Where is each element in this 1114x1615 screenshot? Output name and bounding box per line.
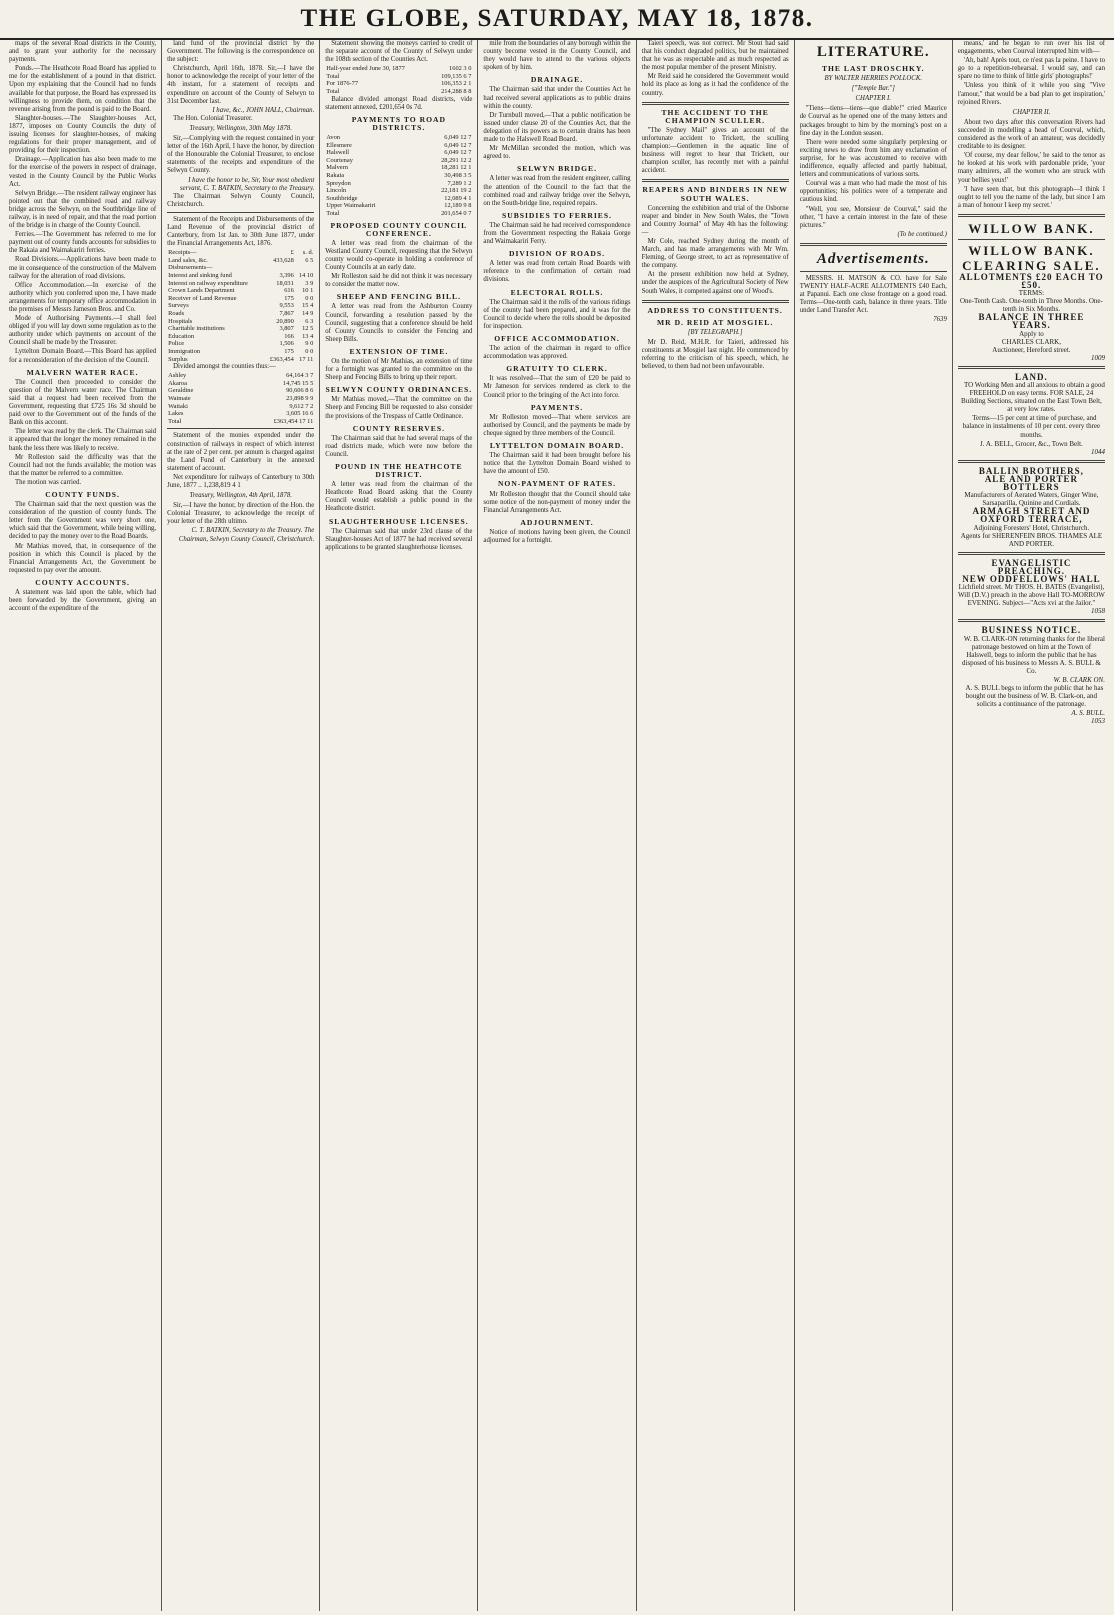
table-row <box>167 295 314 303</box>
section-heading: MALVERN WATER RACE. <box>26 367 139 377</box>
paragraph: Drainage.—Application has also been made to me for the exercise of the powers in respect of drainage, vested in the County Council by the Public Works Act. <box>9 156 157 188</box>
table-row <box>325 80 472 88</box>
table-cell: 616 <box>284 287 294 295</box>
paragraph: The Chairman said that the next question was the consideration of the question of county funds. The letter from the Government was very short one, which said that the Government, while being willing, decided to pay the money over to the Road Boards. <box>9 501 157 541</box>
paragraph: Mr Reid said he considered the Government would hold its place as long as it had the confidence of the country. <box>641 73 789 97</box>
ad-line: A. S. BULL begs to inform the public that he has bought out the business of W. B. Clark-on, and solicits a continuance of the patronage. <box>965 684 1104 709</box>
table-row <box>325 149 472 157</box>
section-heading: PROPOSED COUNTY COUNCIL CONFERENCE. <box>330 220 468 238</box>
paragraph: Concerning the exhibition and trial of the Osborne reaper and binder in New South Wales, the "Town and Country Journal" of May 4th has the following:— <box>641 204 789 236</box>
table-row <box>167 272 314 280</box>
table-row <box>167 395 314 403</box>
paragraph: Net expenditure for railways of Canterbury to 30th June, 1877 .. 1,238,819 4 1 <box>167 473 315 489</box>
table-cell: 3,807 <box>279 325 294 333</box>
paragraph: Sir,—I have the honor, by direction of the Hon. the Colonial Treasurer, to acknowledge the receipt of your letter of the 28th ultimo. <box>167 502 315 526</box>
paragraph: Statement showing the moneys carried to credit of the separate account of the County of Selwyn under the 108th section of the Counties Act. <box>325 40 473 64</box>
column-7 <box>953 40 1110 1611</box>
paragraph: "Tiens—tiens—tiens—que diable!" cried Maurice de Courval as he opened one of the many letters and packages brought to him by the morning's post on a fine day in the London season. <box>799 105 947 137</box>
table-cell: 12,089 4 1 <box>444 194 472 202</box>
paragraph: Sir,—Complying with the request contained in your letter of the 16th April, I have the honor, by direction of the Honourable the Colonial Treasurer, to enclose statements of the receipts and expenditure of the Selwyn County. <box>167 135 315 175</box>
paragraph: Balance divided amongst Road districts, vide statement annexed, £201,654 0s 7d. <box>325 95 473 111</box>
table-cell: 13 4 <box>302 332 314 340</box>
article-subheading: MR D. REID AT MOSGIEL. <box>657 317 774 327</box>
table-cell: Receiver of Land Revenue <box>168 294 237 302</box>
signature: I have, &c., JOHN HALL, Chairman. <box>212 106 315 114</box>
ad-line: ARMAGH STREET AND OXFORD TERRACE, <box>972 506 1091 525</box>
table-cell: 1602 3 0 <box>449 65 472 73</box>
section-heading: COUNTY RESERVES. <box>352 423 445 433</box>
table-row <box>167 249 314 257</box>
table-cell: For 1876-77 <box>326 80 359 88</box>
ad-headline: LAND. <box>1015 371 1048 382</box>
table-cell: Total <box>326 88 340 96</box>
table-cell: 10 1 <box>302 287 314 295</box>
table-cell: Geraldine <box>168 387 194 395</box>
table-row <box>167 302 314 310</box>
table-cell: Akaroa <box>168 379 187 387</box>
paragraph: Mr Rolleston moved—That where services are authorised by Council, and the payments be made by cheque signed by three members of the Council. <box>483 413 631 437</box>
table-row <box>167 340 314 348</box>
table-cell: 1,506 <box>279 340 294 348</box>
table-row <box>167 257 314 265</box>
divider <box>958 239 1105 240</box>
table-row <box>167 356 314 364</box>
table-cell: Surveys <box>168 302 189 310</box>
paragraph: There were needed some singularly perplexing or exciting news to draw from him any exclamation of surprise, for he was accustomed to receive with indifference, equally affected and partly habitual, letters and communications of various sorts. <box>799 138 947 179</box>
paragraph: Mr Cole, reached Sydney during the month of March, and has made arrangements with Mr Wm. Fleming, of George street, to act as representative of the company. <box>641 237 789 270</box>
table-cell: 3,396 <box>279 272 294 280</box>
table-row <box>325 65 472 73</box>
section-heading: GRATUITY TO CLERK. <box>506 364 608 374</box>
table-row <box>325 73 472 81</box>
land-ad <box>958 373 1105 456</box>
ad-headline: EVANGELISTIC PREACHING. <box>991 557 1072 576</box>
table-cell: Surplus <box>168 355 188 363</box>
accounts-table <box>325 65 472 95</box>
receipts-table <box>167 249 314 363</box>
column-2 <box>162 40 320 1611</box>
section-heading: COUNTY FUNDS. <box>45 489 120 499</box>
paragraph: Lyttelton Domain Board.—This Board has applied for a reconsideration of the decision of the Council. <box>9 348 157 364</box>
table-cell: £ <box>290 249 294 257</box>
paragraph: Office Accommodation.—In exercise of the authority which you conferred upon me, I have made arrangements for temporary office accommodation in the premises of Messrs Jameson Bros. and Co. <box>9 281 157 313</box>
divider <box>167 428 314 429</box>
table-row <box>167 410 314 418</box>
table-cell: 14,745 15 5 <box>282 379 314 387</box>
table-cell: 14 9 <box>302 310 314 317</box>
table-cell: 166 <box>284 332 294 340</box>
table-cell: Rakaia <box>326 172 345 179</box>
table-cell: Waimate <box>168 395 191 403</box>
article-heading: ADDRESS TO CONSTITUENTS. <box>647 305 783 315</box>
business-notice-ad <box>958 626 1105 725</box>
table-cell: Waitaki <box>168 402 188 410</box>
divider <box>958 366 1105 369</box>
dateline: Treasury, Wellington, 4th April, 1878. <box>189 492 292 500</box>
byline: BY WALTER HERRIES POLLOCK. <box>824 75 923 83</box>
paragraph: Ponds.—The Heathcote Road Board has applied to me for the establishment of a pound in that district. Upon my explaining that the Council had no funds available for that purpose, the Board has expressed its willingness to provide them, on condition that the revenue arising from the pound is paid to the Board. <box>9 65 157 113</box>
article-heading: THE ACCIDENT TO THE CHAMPION SCULLER. <box>661 107 769 125</box>
section-heading: LYTTELTON DOMAIN BOARD. <box>489 441 625 451</box>
source-note: ["Temple Bar."] <box>851 85 895 93</box>
counties-table <box>167 372 314 425</box>
table-cell: 6 5 <box>305 256 314 264</box>
table-cell: 28,291 12 2 <box>441 156 472 164</box>
ad-line: J. A. BELL, Grocer, &c., Town Belt. <box>980 439 1083 448</box>
table-cell: 7,289 1 2 <box>447 179 472 187</box>
table-row <box>167 387 314 395</box>
table-row <box>167 325 314 333</box>
paragraph: 'I have seen that, but this photograph—I think I ought to tell you the name of the lady, but since I am a man of honour I keep my secret.' <box>957 185 1105 209</box>
table-row <box>167 280 314 288</box>
paragraph: Courval was a man who had made the most of his opportunities; his politics were of a temperate and cautious kind. <box>799 180 947 204</box>
section-heading: SLAUGHTERHOUSE LICENSES. <box>329 516 469 526</box>
willow-bank-ad <box>958 221 1105 362</box>
table-cell: 18,281 12 1 <box>441 164 472 172</box>
table-row <box>325 88 472 96</box>
article-heading: REAPERS AND BINDERS IN NEW SOUTH WALES. <box>642 185 788 203</box>
section-heading: PAYMENTS. <box>530 402 584 412</box>
divider <box>958 460 1105 463</box>
table-cell: Total <box>326 209 340 217</box>
table-cell: Hospitals <box>168 317 193 325</box>
ad-line: One-Tenth Cash. One-tenth in Three Months. One-tenth in Six Months. <box>959 297 1103 314</box>
section-heading: OFFICE ACCOMMODATION. <box>494 334 620 343</box>
table-row <box>167 348 314 356</box>
table-cell: Interest on railway expenditure <box>168 279 248 287</box>
addressee: The Hon. Colonial Treasurer. <box>173 114 253 122</box>
table-cell: 17 11 <box>299 355 314 363</box>
masthead: THE GLOBE, SATURDAY, MAY 18, 1878. <box>0 0 1114 40</box>
table-row <box>167 318 314 326</box>
road-payments-table <box>325 134 472 218</box>
ad-line: ALLOTMENTS £20 EACH TO £50. <box>959 271 1104 290</box>
section-heading: SELWYN COUNTY ORDINANCES. <box>325 385 473 395</box>
table-row <box>325 195 472 203</box>
table-cell: Malvern <box>326 164 348 172</box>
chapter-heading: CHAPTER I. <box>855 95 892 103</box>
paragraph: Mr Mathias moved, that, in consequence of the position in which this Council is placed by the Financial Arrangements Act, the Government be requested to pay over the amount. <box>9 542 157 574</box>
paragraph: "Well, you see, Monsieur de Courval," said the other, "I have a certain interest in the fate of these pictures." <box>799 205 947 229</box>
paragraph: Statement of the monies expended under the construction of railways in respect of which interest at the rate of 2 per cent. per annum is charged against the Land Fund of Canterbury in the annexed statement of account. <box>167 432 315 472</box>
table-row <box>325 180 472 188</box>
table-row <box>167 310 314 318</box>
ballin-brothers-ad <box>958 467 1105 548</box>
table-cell: Roads <box>168 310 185 317</box>
table-cell: 6 3 <box>305 317 314 325</box>
table-cell: 3,605 16 6 <box>286 410 314 418</box>
table-row <box>167 333 314 341</box>
table-cell: 20,890 <box>276 317 294 325</box>
ad-line: BALANCE IN THREE YEARS. <box>978 312 1085 331</box>
table-row <box>325 187 472 195</box>
table-row <box>167 372 314 380</box>
table-row <box>167 264 314 272</box>
ad-headline: BUSINESS NOTICE. <box>981 625 1082 636</box>
table-row <box>325 210 472 218</box>
table-cell: Education <box>168 332 195 340</box>
ad-number: 1044 <box>1090 447 1105 456</box>
table-cell: 0 0 <box>305 347 314 355</box>
section-heading: ELECTORAL ROLLS. <box>510 287 604 297</box>
dateline: Treasury, Wellington, 30th May 1878. <box>189 124 292 132</box>
divider <box>958 214 1105 217</box>
divider <box>800 243 947 246</box>
table-cell: Ellesmere <box>326 141 352 149</box>
ad-number: 1009 <box>1090 353 1105 362</box>
paragraph: About two days after this conversation Rivers had succeeded in modelling a head of Courval, which, considered as the work of an amateur, was decidedly creditable to its designer. <box>957 118 1105 151</box>
paragraph: mile from the boundaries of any borough within the county become vested in the County Council, and they would have to attend to the various objects spoken of by him. <box>483 40 631 72</box>
ad-line: CHARLES CLARK, <box>1001 337 1061 346</box>
ad-headline: WILLOW BANK. <box>968 220 1095 236</box>
divider <box>958 619 1105 622</box>
divider <box>167 212 314 213</box>
divider <box>800 271 947 272</box>
ad-line: TO Working Men and all anxious to obtain a good FREEHOLD on easy terms. FOR SALE, 24 Building Sections, situated on the East Town Belt, at very low rates. <box>961 381 1105 414</box>
table-cell: 175 <box>284 294 294 302</box>
ad-line: Manufacturers of Aerated Waters, Ginger Wine, Sarsaparilla, Quinine and Cordials. <box>964 491 1099 508</box>
ad-number: 7639 <box>933 316 947 324</box>
table-cell: £363,454 17 11 <box>273 417 314 425</box>
paragraph: Mr Rolleston said he did not think it was necessary to consider the matter now. <box>325 273 473 289</box>
table-row <box>167 418 314 426</box>
table-cell: 14 10 <box>298 272 314 280</box>
ad-number: 1053 <box>1090 717 1105 726</box>
table-cell: 0 0 <box>305 294 314 302</box>
paragraph: Notice of motions having been given, the Council adjourned for a fortnight. <box>483 528 631 544</box>
table-cell: Upper Waimakariri <box>326 202 376 210</box>
section-heading: POUND IN THE HEATHCOTE DISTRICT. <box>335 462 463 480</box>
table-row <box>167 403 314 411</box>
paragraph: Road Divisions.—Applications have been made to me in consequence of the construction of the Malvern railway for the alteration of road divisions. <box>9 256 157 280</box>
paragraph: means,' and he began to run over his list of engagements, when Courval interrupted him with— <box>957 40 1105 56</box>
table-cell <box>295 264 314 272</box>
paragraph: Mr D. Reid, M.H.R. for Taieri, addressed his constituents at Mosgiel last night. He commenced by referring to the criticism of his speech, which, he believed, to them had not been unfavourable. <box>641 338 789 371</box>
paragraph: 'Of course, my dear fellow,' he said to the tenor as he looked at his work with pardonable pride, 'your many admirers, all the women who are struck with your bellies yeux!' <box>957 152 1105 184</box>
table-cell: Ashley <box>168 372 187 380</box>
table-cell: Lakes <box>168 410 184 418</box>
table-cell: 12 5 <box>302 325 314 333</box>
paragraph: The Council then proceeded to consider the question of the Malvern water race. The Chairman said that a request had been received from the Government, requesting that £725 16s 3d should be paid over to the Government out of the funds of the Bank on this account. <box>9 378 157 427</box>
table-cell: Disbursements— <box>168 264 213 272</box>
table-cell: 433,628 <box>273 256 294 264</box>
paragraph: Selwyn Bridge.—The resident railway engineer has pointed out that the combined road and railway bridge across the Selwyn, on the Southbridge line of railway, is in need of repair, and that the road portion of the bridge is in charge of the County Council. <box>9 189 157 230</box>
paragraph: Dr Turnbull moved,—That a public notification be issued under clause 20 of the Counties Act, that the delegation of its powers as to certain drains has been made to the Halswell Road Board. <box>483 111 631 144</box>
ad-headline: CLEARING SALE. <box>962 257 1101 273</box>
table-cell: 201,654 0 7 <box>441 209 472 217</box>
paragraph: The letter was read by the clerk. The Chairman said it appeared that the longer the money remained in the bank the less there was likely to receive. <box>9 428 157 452</box>
table-cell: 22,181 19 2 <box>441 187 472 195</box>
paragraph: A letter was read from the resident engineer, calling the attention of the Council to the fact that the combined road and railway bridge over the Selwyn, on the South-bridge line, required repairs. <box>483 175 631 207</box>
paragraph: 'Unless you think of it while you sing "Vive l'amour," that would be a bad plan to get inspiration,' rejoined Rivers. <box>957 82 1105 106</box>
section-heading: DIVISION OF ROADS. <box>508 249 605 259</box>
paragraph: The Chairman said that under 23rd clause of the Slaughter-houses Act of 1877 he had received several applications to be granted slaughterhouse licenses. <box>325 527 473 551</box>
advertisement: MESSRS. H. MATSON & CO. have for Sale TWENTY HALF-ACRE ALLOTMENTS £40 Each, at Papanui. Each one close frontage on a good road. Terms—One-tenth cash, balance in three years. Title under Land Transfer Act. <box>799 274 947 315</box>
table-row <box>325 157 472 165</box>
ad-line: Adjoining Foresters' Hotel, Christchurch. <box>973 523 1090 532</box>
table-cell: 6,049 12 7 <box>444 134 472 142</box>
telegraph-note: [BY TELEGRAPH.] <box>687 328 743 336</box>
paragraph: Mr Rolleston said the difficulty was that the Council had not the funds available; the motion was that the matter be referred to a committee. <box>9 453 157 477</box>
signature: I have the honor to be, Sir, Your most obedient servant, C. T. BATKIN, Secretary to the Treasury. <box>179 176 315 192</box>
paragraph: The Chairman said that he had several maps of the road districts made, which were now before the Council. <box>325 434 473 458</box>
paragraph: Ferries.—The Government has referred to me for payment out of county funds accounts for subsidies to the Rakaia and Waimakariri ferries. <box>9 231 157 255</box>
table-cell: Spreydon <box>326 179 351 187</box>
ad-headline: ALE AND PORTER BOTTLERS <box>984 473 1079 493</box>
paragraph: Taieri speech, was not correct. Mr Stout had said that his conduct degraded politics, but he maintained that he was as respectable and as much respected as the most popular member of the present Ministry. <box>641 40 789 72</box>
table-cell: 6,049 12 7 <box>444 141 472 149</box>
table-cell: Interest and sinking fund <box>168 272 232 280</box>
addressee: The Chairman Selwyn County Council, Christchurch. <box>167 192 315 208</box>
table-row <box>325 202 472 210</box>
divider <box>958 552 1105 555</box>
paragraph: 'Ah, bah! Après tout, ce n'est pas la peine. I have to go to a repetition-rehearsal. I would say, and can spare no time to think of little girls' photographs!' <box>957 57 1105 81</box>
table-cell: 9 0 <box>305 340 314 348</box>
paragraph: A letter was read from the chairman of the Westland County Council, requesting that the Selwyn county would co-operate in holding a conference of County Councils at an early date. <box>325 239 473 272</box>
table-cell: 12,189 9 8 <box>444 202 472 210</box>
column-4 <box>478 40 636 1611</box>
continued-note: (To be continued.) <box>897 230 947 238</box>
table-row <box>325 164 472 172</box>
ad-line: Agents for SHERENFEIN BROS. THAMES ALE AND PORTER. <box>960 531 1103 548</box>
ad-line: Auctioneer, Hereford street. <box>992 345 1071 354</box>
table-cell: 109,135 6 7 <box>441 72 472 80</box>
table-cell <box>264 264 295 272</box>
paragraph: "The Sydney Mail" gives an account of the unfortunate accident to Trickett, the sculling champion:—Gentlemen in the aquatic line of business will regret to hear that Trickett, our champion sculler, has recently met with a painful accident. <box>641 126 789 175</box>
table-row <box>167 380 314 388</box>
table-row <box>325 142 472 150</box>
paragraph: A letter was read from the chairman of the Heathcote Road Board asking that the County Council would establish a public pound in the Heathcote district. <box>325 481 473 513</box>
paragraph: Mr Mathias moved,—That the committee on the Sheep and Fencing Bill be requested to also consider the provisions of the Trespass of Cattle Ordinance. <box>325 396 473 420</box>
table-cell: s. d. <box>302 249 314 257</box>
table-cell: 15 4 <box>302 302 314 310</box>
ad-headline: BALLIN BROTHERS, <box>978 465 1084 476</box>
table-cell: £363,454 <box>269 355 294 363</box>
paragraph: A letter was read from certain Road Boards with reference to the confirmation of certain road divisions. <box>483 260 631 284</box>
paragraph: The Chairman said it the rolls of the various ridings of the county had been prepared, and it was for the Council to decide where the rolls should be deposited for inspection. <box>483 298 631 330</box>
table-cell: 6,049 12 7 <box>444 149 472 157</box>
table-cell: Halswell <box>326 149 349 157</box>
paragraph: The Chairman said it had been brought before his notice that the Lyttelton Domain Board wished to have the amount of £50. <box>483 452 631 476</box>
section-heading: SELWYN BRIDGE. <box>517 164 597 174</box>
paragraph: Mr Rolleston thought that the Council should take some notice of the non-payment of money under the Financial Arrangements Act. <box>483 490 631 514</box>
ad-line: TERMS: <box>1018 289 1045 298</box>
table-cell: 18,031 <box>276 279 294 287</box>
table-cell: Lincoln <box>326 187 347 195</box>
table-cell: Crown Lands Department <box>168 287 235 295</box>
table-cell: 23,898 9 9 <box>286 395 314 403</box>
table-cell: Total <box>326 72 340 80</box>
ad-line: Terms—15 per cent at time of purchase, and balance in instalments of 10 per cent. every three months. <box>962 414 1101 439</box>
paragraph: Mode of Authorising Payments.—I shall feel obliged if you will lay down some regulation as to the authority under which payments on account of the Council shall be made by the Treasurer. <box>9 315 157 347</box>
ad-number: 1058 <box>1090 607 1105 616</box>
table-cell: Courtenay <box>326 156 353 164</box>
ad-headline: WILLOW BANK. <box>968 242 1095 258</box>
table-row <box>325 172 472 180</box>
table-cell: Immigration <box>168 347 201 355</box>
section-heading: DRAINAGE. <box>530 75 584 85</box>
signature: A. S. BULL. <box>1071 709 1105 718</box>
table-cell: Land sales, &c. <box>168 256 208 264</box>
table-cell: Police <box>168 340 185 348</box>
table-cell: 214,288 8 8 <box>441 88 472 96</box>
column-5 <box>637 40 795 1611</box>
paragraph: Christchurch, April 16th, 1878. Sir,—I have the honor to acknowledge the receipt of your letter of the 4th instant, for a statement of receipts and expenditure on account of the County of Selwyn to 31st December last. <box>167 65 315 105</box>
chapter-heading: CHAPTER II. <box>1012 108 1051 116</box>
signature: C. T. BATKIN, Secretary to the Treasury. The Chairman, Selwyn County Council, Christchurch. <box>178 527 315 543</box>
table-cell: 64,164 3 7 <box>286 372 314 380</box>
table-cell: Avon <box>326 134 341 142</box>
ad-headline: NEW ODDFELLOWS' HALL <box>962 573 1101 584</box>
table-cell: Southbridge <box>326 194 358 202</box>
column-6 <box>795 40 953 1611</box>
table-cell: Half-year ended June 30, 1877 <box>326 65 405 73</box>
signature: W. B. CLARK ON. <box>1053 676 1105 684</box>
section-heading: SUBSIDIES TO FERRIES. <box>501 210 612 220</box>
section-heading: ADJOURNMENT. <box>520 517 594 527</box>
paragraph: The action of the chairman in regard to office accommodation was approved. <box>483 345 631 361</box>
columns <box>4 40 1110 1611</box>
table-cell: 175 <box>284 347 294 355</box>
paragraph: maps of the several Road districts in the County, and to grant your authority for the necessary payments. <box>9 40 157 64</box>
table-cell: 30,498 3 5 <box>444 172 472 179</box>
table-cell: 7,867 <box>279 310 294 317</box>
column-3 <box>320 40 478 1611</box>
paragraph: The Chairman said he had received correspondence from the Government respecting the Rakaia Gorge and Waimakariri Ferry. <box>483 221 631 246</box>
paragraph: A letter was read from the Ashburton County Council, forwarding a resolution passed by the Council, suggesting that a conference should be held of County Councils to consider the Fencing and Sheep Bills. <box>325 303 473 343</box>
story-title: THE LAST DROSCHKY. <box>821 64 925 73</box>
paragraph: At the present exhibition now held at Sydney, under the auspices of the Agricultural Society of New South Wales, it competed against one of Wood's. <box>641 271 789 295</box>
column-1 <box>4 40 162 1611</box>
evangelistic-ad <box>958 559 1105 616</box>
paragraph: Divided amongst the counties thus:— <box>173 363 276 371</box>
paragraph: On the motion of Mr Mathias, an extension of time for a fortnight was granted to the committee on the Sheep and Fencing Bills to bring up their report. <box>325 357 473 382</box>
table-cell: Receipts— <box>168 249 197 257</box>
section-heading: SHEEP AND FENCING BILL. <box>336 292 461 302</box>
ad-line: Apply to <box>1019 329 1044 338</box>
table-heading: Statement of the Receipts and Disbursements of the Land Revenue of the provincial district of Canterbury, from 1st Jan. to 30th June 1877, under the Financial Arrangements Act, 1876. <box>167 215 315 248</box>
table-cell: 3 9 <box>305 279 314 287</box>
ad-line: W. B. CLARK-ON returning thanks for the liberal patronage bestowed on him at the Town of Halswell, begs to inform the public that he has disposed of his business to Messrs A. S. BULL & Co. <box>962 634 1105 675</box>
advertisements-title: Advertisements. <box>816 250 930 267</box>
paragraph: The motion was carried. <box>15 478 82 486</box>
section-heading: COUNTY ACCOUNTS. <box>35 577 130 587</box>
paragraph: A statement was laid upon the table, which had been forwarded by the Government, giving an account of the expenditure of the <box>9 589 157 613</box>
paragraph: The Chairman said that under the Counties Act he had received several applications as to public drains within the county. <box>483 86 631 110</box>
section-title: LITERATURE. <box>816 44 930 60</box>
paragraph: Mr McMillan seconded the motion, which was agreed to. <box>483 145 631 161</box>
table-cell: 9,612 7 2 <box>289 402 314 410</box>
table-row <box>167 287 314 295</box>
ad-line: Lichfield street. Mr THOS. H. BATES (Evangelist), Will (D.V.) preach in the above Hall TO-MORROW EVENING. Subject—"Acts xvi at the Jailor." <box>957 583 1105 608</box>
divider <box>642 102 789 105</box>
table-row <box>325 134 472 142</box>
paragraph: land fund of the provincial district by the Government. The following is the correspondence on the subject: <box>167 40 315 64</box>
paragraph: It was resolved—That the sum of £20 be paid to Mr Jameson for services rendered as clerk to the Council prior to the bringing of the Act into force. <box>483 375 631 399</box>
divider <box>642 300 789 303</box>
divider <box>642 179 789 182</box>
table-cell: Charitable institutions <box>168 325 225 333</box>
table-cell: 106,353 2 1 <box>441 80 472 88</box>
section-heading: EXTENSION OF TIME. <box>349 346 449 356</box>
table-cell: Total <box>168 417 182 425</box>
table-cell: 9,553 <box>279 302 294 310</box>
table-cell: 90,606 8 6 <box>286 387 314 395</box>
section-heading: PAYMENTS TO ROAD DISTRICTS. <box>351 114 446 132</box>
section-heading: NON-PAYMENT OF RATES. <box>497 479 617 489</box>
paragraph: Slaughter-houses.—The Slaughter-houses Act, 1877, imposes on County Councils the duty of issuing licenses for slaughter-houses, of making regulations for their proper management, and of providing for their inspection. <box>9 114 157 155</box>
